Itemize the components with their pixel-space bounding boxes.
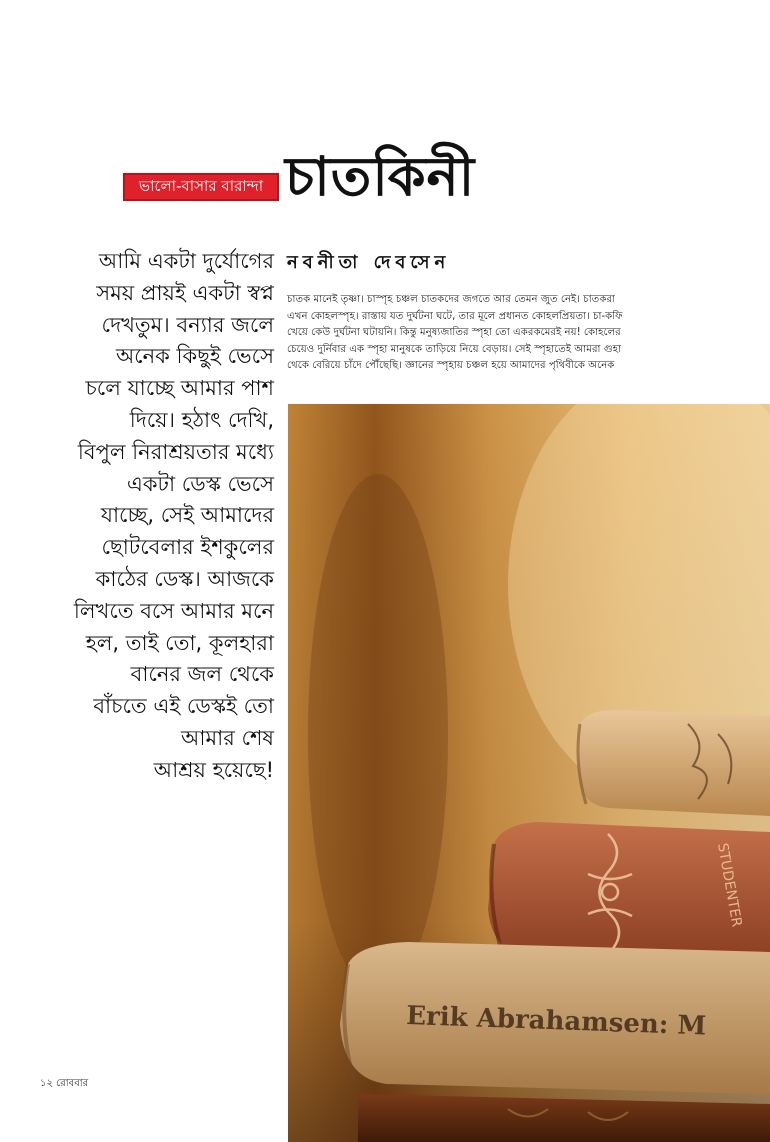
pull-quote-line: বিপুল নিরাশ্রয়তার মধ্যে bbox=[77, 439, 274, 464]
article-title: চাতকিনী bbox=[285, 145, 476, 208]
intro-line: এখন কোহলস্পৃহ। রাস্তায় যত দুর্ঘটনা ঘটে, তার মূলে প্রধানত কোহলপ্রিয়তা। চা-কফি bbox=[287, 310, 623, 322]
book-title-text: Erik Abrahamsen: M bbox=[405, 1001, 707, 1042]
book-spine-text: STUDENTER bbox=[714, 841, 745, 929]
pull-quote-line: আমার শেষ bbox=[181, 725, 274, 750]
pull-quote-line: কাঠের ডেস্ক। আজকে bbox=[95, 566, 274, 591]
pull-quote-line: বানের জল থেকে bbox=[130, 662, 274, 687]
author-byline: নবনীতা দেবসেন bbox=[287, 252, 451, 273]
pull-quote-line: সময় প্রায়ই একটা স্বপ্ন bbox=[96, 280, 274, 305]
intro-line: চাতক মানেই তৃষ্ণা। চাস্পৃহ চঞ্চল চাতকদের জগতে আর তেমন জুত নেই। চাতকরা bbox=[287, 294, 615, 305]
pull-quote-line: যাচ্ছে, সেই আমাদের bbox=[100, 503, 274, 528]
intro-line: খেয়ে কেউ দুর্ঘটনা ঘটায়নি। কিন্তু মনুষ্যজাতির স্পৃহা তো একরকমেরই নয়! কোহলের bbox=[287, 327, 621, 339]
pull-quote-line: আমি একটা দুর্যোগের bbox=[98, 249, 274, 273]
pull-quote-line: একটা ডেস্ক ভেসে bbox=[126, 471, 274, 496]
pull-quote-line: আশ্রয় হয়েছে! bbox=[153, 757, 274, 782]
section-tag: ভালো-বাসার বারান্দা bbox=[123, 173, 279, 201]
intro-paragraph bbox=[287, 292, 757, 375]
pull-quote bbox=[40, 246, 274, 787]
pull-quote-line: বাঁচতে এই ডেস্কই তো bbox=[93, 694, 274, 719]
intro-line: থেকে বেরিয়ে চাঁদে পৌঁছেছি। জ্ঞানের স্পৃহায় চঞ্চল হয়ে আমাদের পৃথিবীকে অনেক bbox=[287, 360, 615, 372]
books-photo bbox=[288, 404, 770, 1142]
pull-quote-line: ছোটবেলার ইশকুলের bbox=[101, 535, 274, 560]
pull-quote-line: অনেক কিছুই ভেসে bbox=[115, 344, 274, 369]
pull-quote-line: লিখতে বসে আমার মনে bbox=[73, 598, 274, 623]
pull-quote-line: হল, তাই তো, কূলহারা bbox=[85, 630, 274, 655]
pull-quote-line: দেখতুম। বন্যার জলে bbox=[101, 312, 274, 337]
pull-quote-line: চলে যাচ্ছে আমার পাশ bbox=[85, 376, 274, 401]
page-folio: ১২ রোববার bbox=[40, 1078, 89, 1089]
pull-quote-line: দিয়ে। হঠাৎ দেখি, bbox=[129, 407, 274, 432]
intro-line: চেয়েও দুর্নিবার এক স্পৃহা মানুষকে তাড়িয়ে নিয়ে বেড়ায়। সেই স্পৃহাতেই আমরা গুহা bbox=[287, 343, 622, 355]
